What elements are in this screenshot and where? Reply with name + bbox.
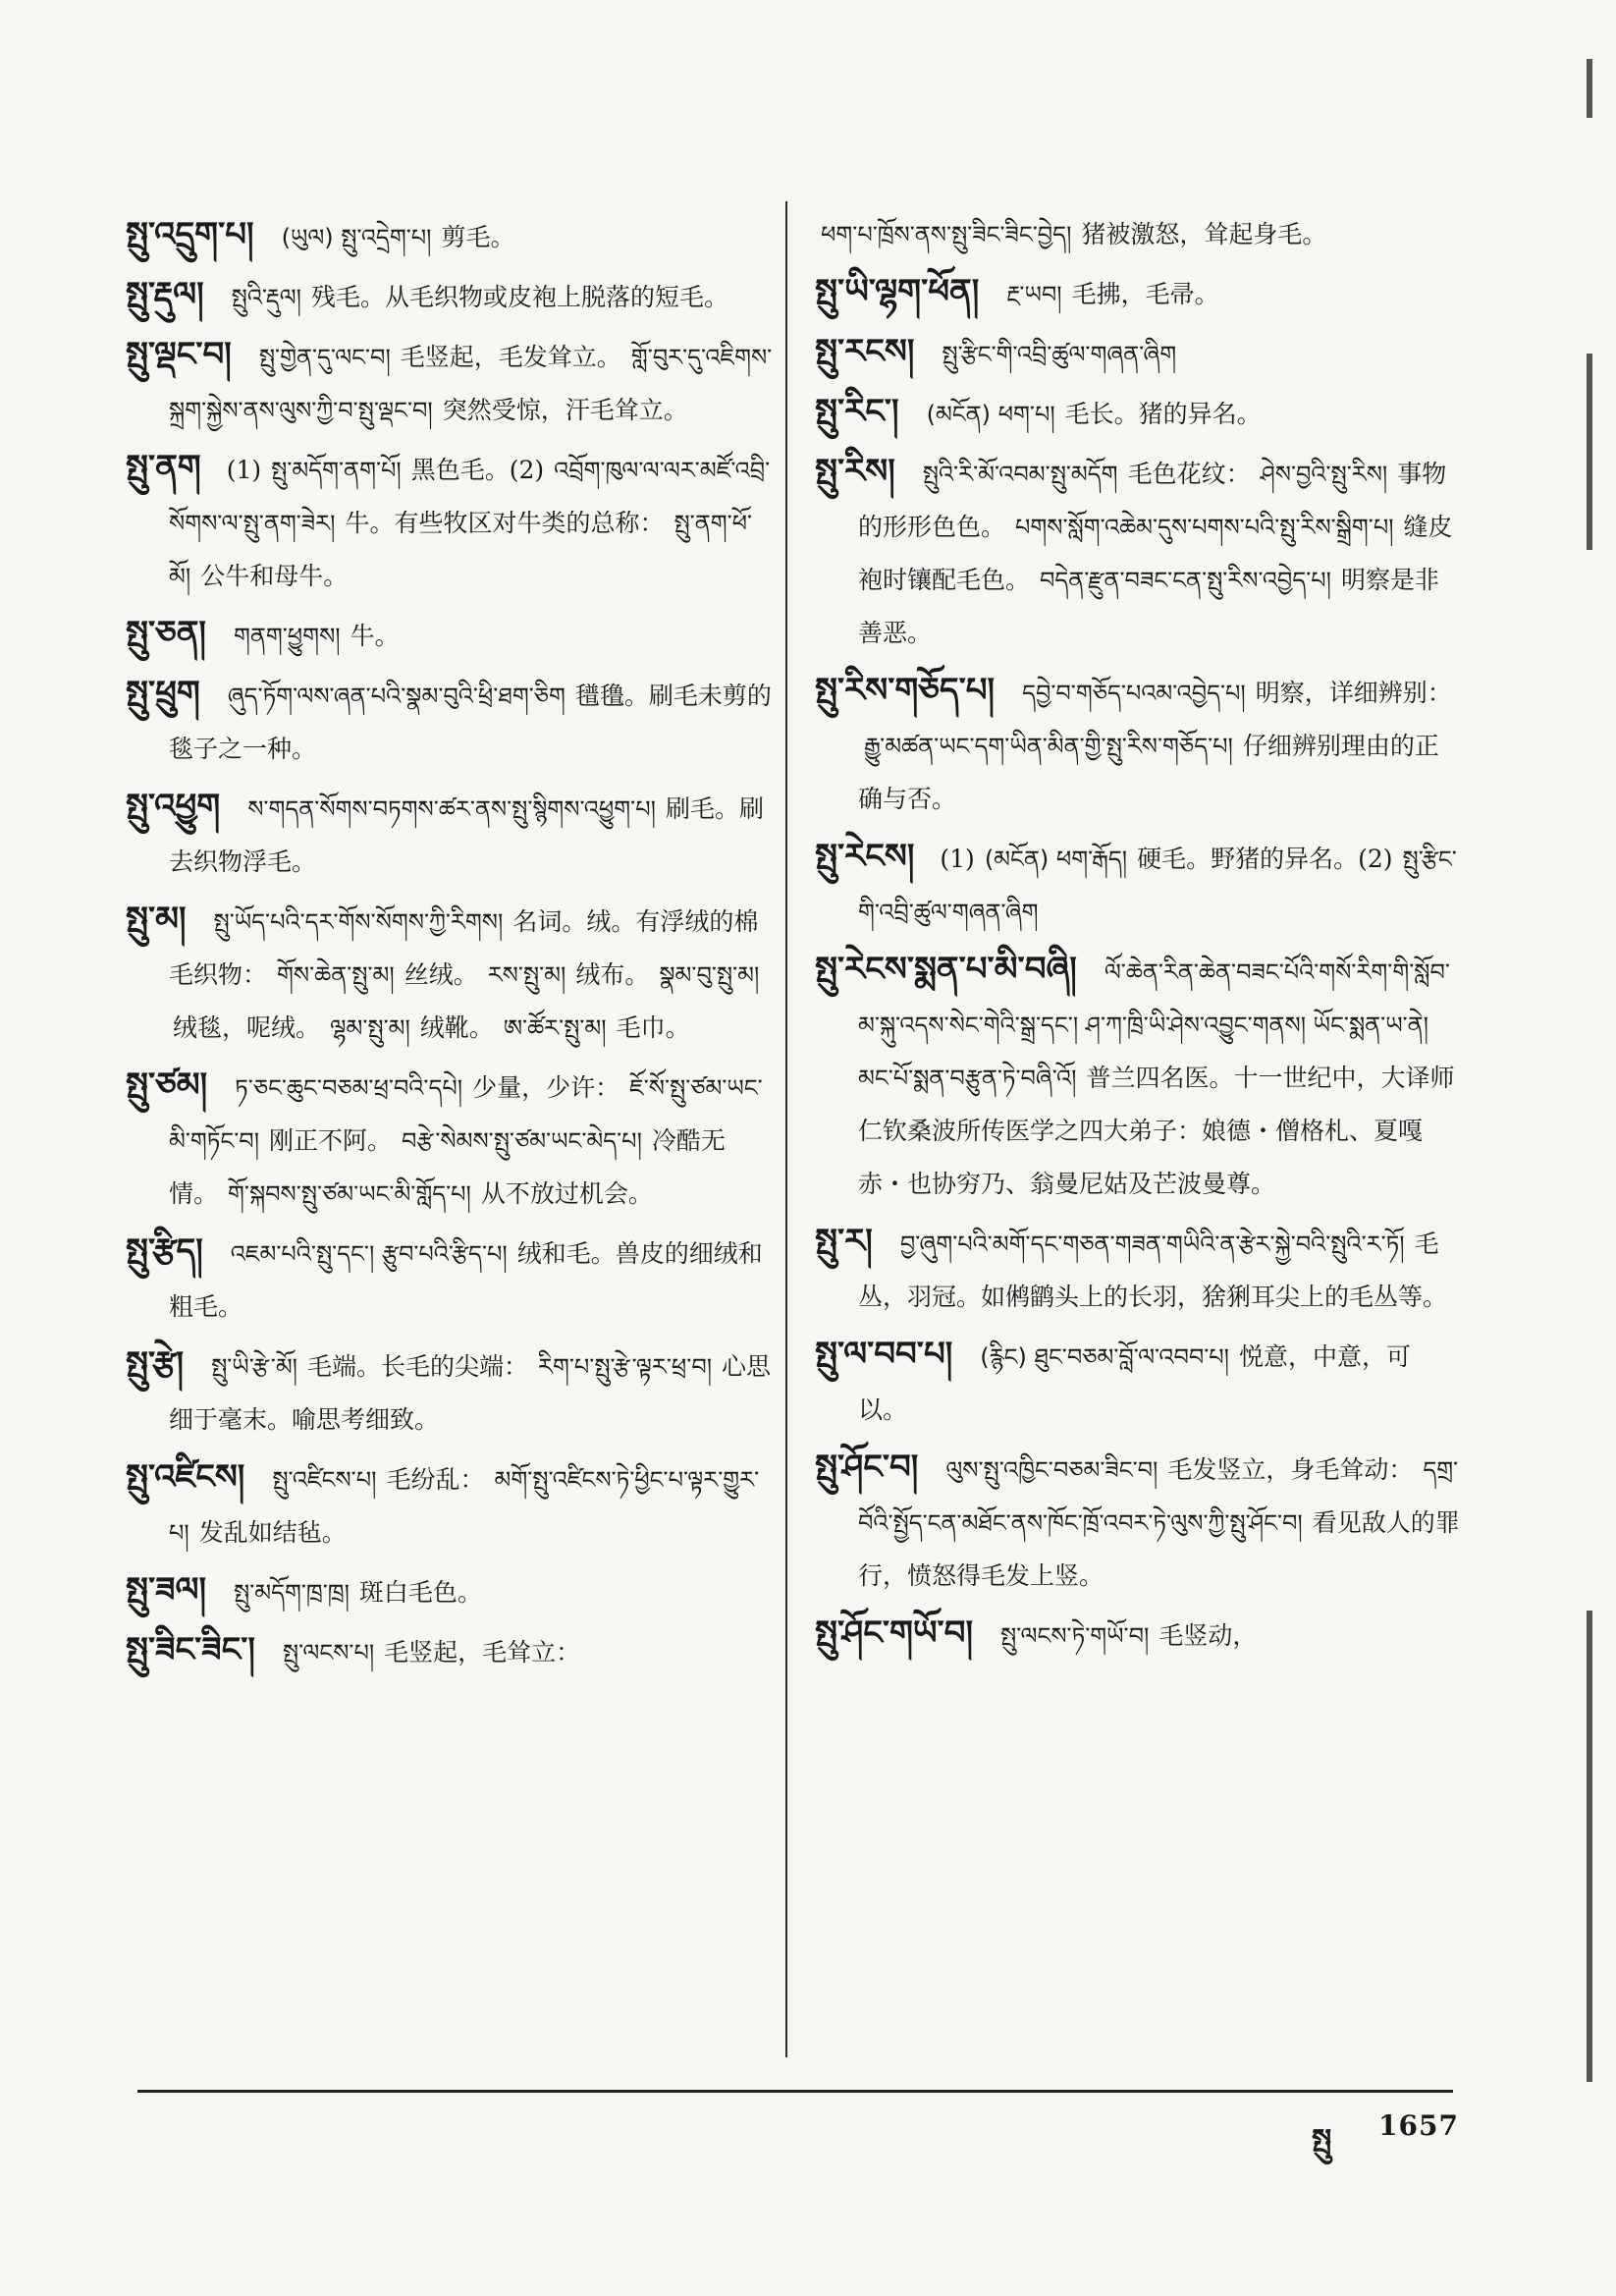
- dictionary-entry: [126, 607, 774, 663]
- entry-chinese-text: 毛发竖立，身毛耸动：: [1167, 1455, 1414, 1484]
- entry-tibetan-text: (ཡུལ) སྤུ་འདྲེག་པ།: [281, 224, 432, 251]
- entry-tibetan-text: རྔ་ཡབ།: [1006, 281, 1062, 308]
- entry-chinese-text: 突然受惊，汗毛耸立。: [442, 396, 688, 424]
- entry-chinese-text: 绒靴。: [419, 1013, 494, 1042]
- entry-tibetan-text: (རྙིང) ཐུང་བཅམ་བློ་ལ་འབབ་པ།: [980, 1343, 1229, 1371]
- entry-chinese-text: 毛端。长毛的尖端：: [307, 1352, 529, 1381]
- entry-tibetan-text: ལྷམ་སྤུ་མ།: [330, 1014, 410, 1042]
- entry-headword: སྤུ་འདྲུག་པ།: [126, 215, 254, 254]
- entry-headword: སྤུ་ཕྲུག: [126, 674, 200, 713]
- entry-headword: སྤུ་ནག: [126, 448, 201, 487]
- dictionary-entry: [815, 445, 1463, 660]
- entry-tibetan-text: དབྱེ་བ་གཅོད་པའམ་འབྱེད་པ།: [1022, 680, 1246, 707]
- entry-tibetan-text: སྤུ་རྩིང་གི་འབྲི་ཚུལ་གཞན་ཞིག: [858, 846, 1457, 926]
- entry-headword: སྤུ་རངས།: [815, 332, 915, 371]
- entry-chinese-text: 缝皮袍时镶配毛色。: [858, 513, 1453, 594]
- dictionary-entry: [126, 1450, 774, 1559]
- entry-tibetan-text: བདེན་རྫུན་བཟང་ངན་སྤུ་རིས་འབྱེད་པ།: [1040, 567, 1331, 594]
- entry-chinese-text: 氆氇。刷毛未剪的毯子之一种。: [169, 682, 772, 763]
- entry-tibetan-text: ཏ་ཅང་ཆུང་བཅམ་ཕྲ་བའི་དཔེ།: [235, 1074, 463, 1102]
- entry-tibetan-text: དགྲ་བོའི་སྤྱོད་ངན་མཐོང་ནས་ཁོང་ཁྲོ་འབར་ཏེ་ལུས་ཀྱི་སྤུ་ཤོང་བ།: [858, 1456, 1459, 1537]
- entry-tibetan-text: རྒྱུ་མཚན་ཡང་དག་ཡིན་མིན་གྱི་སྤུ་རིས་གཅོད་པ།: [864, 733, 1233, 760]
- entry-chinese-text: 悦意，中意，可以。: [858, 1342, 1411, 1424]
- dictionary-entry: [126, 1338, 774, 1447]
- dictionary-entry: [815, 830, 1463, 939]
- column-divider: [785, 201, 787, 2057]
- dictionary-entry: [815, 208, 1463, 261]
- entry-headword: སྤུ་རིས།: [815, 452, 895, 491]
- entry-tibetan-text: ས་གདན་སོགས་བཏགས་ཚར་ནས་སྤུ་སྙིགས་འཕྱུག་པ།: [247, 795, 656, 823]
- entry-chinese-text: 剪毛。: [441, 223, 515, 251]
- entry-headword: སྤུ་ཅན།: [126, 614, 206, 653]
- entry-tibetan-text: སྣམ་བུ་སྤུ་མ།: [659, 961, 760, 989]
- dictionary-entry: [815, 325, 1463, 381]
- dictionary-entry: [126, 780, 774, 889]
- entry-tibetan-text: གོ་སྐབས་སྤུ་ཙམ་ཡང་མི་གློད་པ།: [228, 1180, 471, 1208]
- dictionary-entry: [815, 265, 1463, 321]
- entry-chinese-text: 毛竖动，: [1158, 1621, 1258, 1650]
- running-head-glyph: སྤུ: [1312, 2123, 1332, 2158]
- edge-mark: [1587, 1611, 1592, 2082]
- entry-chinese-text: 事物的形形色色。: [858, 460, 1447, 541]
- entry-chinese-text: 绒和毛。兽皮的细绒和粗毛。: [169, 1239, 763, 1321]
- edge-mark: [1587, 354, 1592, 550]
- entry-chinese-text: 毛色花纹：: [1127, 460, 1251, 488]
- entry-chinese-text: 绒布。: [575, 960, 650, 989]
- dictionary-entry: [126, 328, 774, 437]
- entry-chinese-text: 心思细于毫末。喻思考细致。: [169, 1352, 772, 1434]
- entry-chinese-text: 仔细辨别理由的正确与否。: [858, 732, 1439, 813]
- entry-tibetan-text: ཞུད་ཏོག་ལས་ཞན་པའི་སྣམ་བུའི་ཕྲི་ཐག་ཅིག: [227, 683, 566, 710]
- entry-tibetan-text: སྤུ་ཡི་རྩེ་མོ།: [211, 1353, 297, 1381]
- entry-headword: སྤུ་ཟལ།: [126, 1570, 207, 1610]
- entry-chinese-text: 明察，详细辨别：: [1255, 679, 1452, 707]
- entry-headword: སྤུ་ཟིང་ཟིང་།: [126, 1630, 255, 1669]
- entry-chinese-text: 毛长。猪的异名。: [1064, 400, 1262, 428]
- entry-tibetan-text: ཇོ་སོ་སྤུ་ཙམ་ཡང་མི་གཏོང་བ།: [169, 1074, 763, 1155]
- entry-headword: སྤུ་ལྡང་བ།: [126, 335, 232, 374]
- entry-chinese-text: 牛。有些牧区对牛类的总称：: [345, 509, 665, 537]
- entry-headword: སྤུ་རྡུལ།: [126, 275, 204, 314]
- dictionary-entry: [815, 1607, 1463, 1663]
- entry-chinese-text: 冷酷无情。: [169, 1126, 726, 1208]
- entry-chinese-text: 普兰四名医。十一世纪中，大译师仁钦桑波所传医学之四大弟子：娘德・僧格札、夏嘎赤・也协穷乃、翁曼尼姑及芒波曼尊。: [858, 1064, 1455, 1198]
- entry-headword: སྤུ་མ།: [126, 900, 187, 939]
- entry-headword: སྤུ་རེངས།: [815, 837, 915, 876]
- dictionary-entry: [126, 208, 774, 264]
- entry-chinese-text: (1): [226, 456, 262, 484]
- dictionary-entry: [126, 268, 774, 324]
- entry-chinese-text: 猪被激怒，耸起身毛。: [1081, 220, 1327, 248]
- dictionary-entry: [126, 893, 774, 1055]
- dictionary-entry: [815, 1441, 1463, 1603]
- entry-headword: སྤུ་ཡི་ལྷག་ཕོན།: [815, 272, 980, 311]
- entry-chinese-text: 硬毛。野猪的异名。(2): [1137, 845, 1393, 873]
- entry-chinese-text: 残毛。从毛织物或皮袍上脱落的短毛。: [310, 283, 728, 311]
- entry-tibetan-text: ལུས་སྤུ་འཁྱིང་བཅམ་ཟིང་བ།: [945, 1456, 1158, 1484]
- entry-headword: སྤུ་ར།: [815, 1222, 873, 1261]
- entry-headword: སྤུ་ལ་བབ་པ།: [815, 1335, 953, 1374]
- edge-mark: [1587, 59, 1592, 118]
- dictionary-entry: [126, 441, 774, 603]
- entry-tibetan-text: (མངོན) ཕག་པ།: [926, 401, 1055, 428]
- entry-tibetan-text: སྤུ་གྱེན་དུ་ལང་བ།: [258, 344, 391, 371]
- entry-tibetan-text: སྤུ་ཡོད་པའི་དར་གོས་སོགས་ཀྱི་རིགས།: [213, 908, 504, 936]
- entry-chinese-text: 毛巾。: [616, 1013, 690, 1042]
- entry-headword: སྤུ་རྩིད།: [126, 1231, 203, 1271]
- entry-chinese-text: 从不放过机会。: [480, 1179, 653, 1208]
- entry-chinese-text: (1): [940, 845, 975, 873]
- entry-headword: སྤུ་འཛིངས།: [126, 1457, 245, 1497]
- right-column: [815, 208, 1463, 1667]
- entry-tibetan-text: ཤེས་བྱའི་སྤུ་རིས།: [1260, 461, 1388, 488]
- entry-tibetan-text: ཨ་ཚོར་སྤུ་མ།: [503, 1014, 607, 1042]
- entry-tibetan-text: མགོ་སྤུ་འཛིངས་ཏེ་ཕྱིང་པ་ལྟར་གྱུར་པ།: [169, 1466, 760, 1547]
- entry-tibetan-text: སྤུ་ནག་ཕོ་མོ།: [169, 510, 753, 590]
- entry-tibetan-text: སྤུ་ལངས་ཏེ་གཡོ་བ།: [1000, 1622, 1150, 1650]
- entry-headword: སྤུ་ཤོང་བ།: [815, 1448, 919, 1487]
- entry-chinese-text: 毛纷乱：: [386, 1465, 485, 1494]
- entry-tibetan-text: འཇམ་པའི་སྤུ་དང་། རྩུབ་པའི་རྩིད་པ།: [230, 1240, 508, 1268]
- entry-tibetan-text: ལོ་ཆེན་རིན་ཆེན་བཟང་པོའི་གསོ་རིག་གི་སློབ་མ་སྐུ་འདས་སེང་གེའི་སྒྲ་དང་། ཤ་ཀ་ཁྲི་ཡི་ཤེས་འབྱུང་གནས། ཡོང་སྨན་ཡ་ནེ། མང་པོ་སྨན་བརྩུན་ཏེ་བཞི་འོ།: [858, 958, 1450, 1092]
- entry-tibetan-text: སྤུའི་རི་མོ་འབམ་སྤུ་མདོག: [922, 461, 1118, 488]
- entry-chinese-text: 发乱如结毡。: [198, 1518, 347, 1547]
- entry-headword: སྤུ་འཕྱུག: [126, 787, 221, 826]
- entry-chinese-text: 毛竖起，毛发耸立。: [400, 343, 621, 371]
- entry-tibetan-text: སྤུ་ལངས་པ།: [282, 1639, 375, 1667]
- dictionary-entry: [815, 385, 1463, 441]
- entry-tibetan-text: པགས་སློག་འཆེམ་དུས་པགས་པའི་སྤུ་རིས་སྒྲིག་པ།: [1015, 514, 1394, 541]
- dictionary-entry: [815, 943, 1463, 1211]
- entry-tibetan-text: སྤུ་མདོག་ཁྲ་ཁྲ།: [234, 1579, 350, 1607]
- entry-chinese-text: 看见敌人的罪行，愤怒得毛发上竖。: [858, 1508, 1460, 1590]
- entry-headword: སྤུ་ཤོང་གཡོ་བ།: [815, 1613, 974, 1653]
- entry-chinese-text: 刚正不阿。: [269, 1126, 393, 1155]
- dictionary-entry: [126, 1623, 774, 1679]
- entry-headword: སྤུ་ཙམ།: [126, 1066, 208, 1105]
- entry-tibetan-text: གློ་བུར་དུ་འཇིགས་སྐྲག་སྐྱེས་ནས་ལུས་ཀྱི་བ་སྤུ་ལྡང་བ།: [169, 344, 773, 424]
- dictionary-entry: [815, 1328, 1463, 1437]
- entry-chinese-text: 毛丛，羽冠。如鸺鹠头上的长羽，猞猁耳尖上的毛丛等。: [858, 1230, 1448, 1311]
- entry-tibetan-text: སྤུ་འཛིངས་པ།: [272, 1466, 377, 1494]
- entry-chinese-text: 少量，少许：: [472, 1073, 620, 1102]
- entry-tibetan-text: སྤུ་རྩིང་གི་འབྲི་ཚུལ་གཞན་ཞིག: [942, 341, 1177, 368]
- entry-chinese-text: 明察是非善恶。: [858, 566, 1439, 647]
- entry-headword: སྤུ་རིང་།: [815, 392, 899, 431]
- entry-tibetan-text: རས་སྤུ་མ།: [487, 961, 566, 989]
- dictionary-entry: [126, 1225, 774, 1334]
- entry-chinese-text: 公牛和母牛。: [200, 562, 349, 590]
- entry-chinese-text: 黑色毛。(2): [410, 456, 545, 484]
- dictionary-entry: [126, 667, 774, 776]
- entry-chinese-text: 毛拂，毛帚。: [1071, 280, 1219, 308]
- entry-tibetan-text: རིག་པ་སྤུ་རྩེ་ལྟར་ཕྲ་བ།: [538, 1353, 713, 1381]
- entry-chinese-text: 绒毯，呢绒。: [173, 1013, 321, 1042]
- dictionary-entry: [815, 664, 1463, 826]
- entry-chinese-text: 毛竖起，毛耸立：: [384, 1638, 581, 1667]
- entry-tibetan-text: བརྩེ་སེམས་སྤུ་ཙམ་ཡང་མེད་པ།: [402, 1127, 642, 1155]
- entry-tibetan-text: གནག་ཕྱུགས།: [233, 623, 341, 650]
- entry-chinese-text: 斑白毛色。: [358, 1578, 482, 1607]
- entry-tibetan-text: ཕག་པ་ཁྲོས་ནས་སྤུ་ཟིང་ཟིང་བྱེད།: [821, 221, 1072, 248]
- entry-chinese-text: 牛。: [350, 622, 400, 650]
- entry-tibetan-text: སྤུ་མདོག་ནག་པོ།: [271, 457, 402, 484]
- scan-edge-marks: [1581, 0, 1616, 2296]
- dictionary-entry: [815, 1215, 1463, 1324]
- page-number: 1657: [1378, 2109, 1459, 2142]
- entry-tibetan-text: སྤུའི་རྡུལ།: [231, 284, 301, 311]
- bottom-rule: [137, 2090, 1453, 2093]
- entry-chinese-text: 名词。绒。有浮绒的棉毛织物：: [169, 907, 759, 989]
- dictionary-entry: [126, 1059, 774, 1221]
- entry-chinese-text: 刷毛。刷去织物浮毛。: [169, 794, 764, 876]
- entry-tibetan-text: འབྲོག་ཁུལ་ལ་ལར་མཛོ་འབྲི་སོགས་ལ་སྤུ་ནག་ཟེར།: [169, 457, 771, 537]
- entry-headword: སྤུ་རྩེ།: [126, 1344, 185, 1384]
- entry-tibetan-text: གོས་ཆེན་སྤུ་མ།: [277, 961, 395, 989]
- entry-chinese-text: 丝绒。: [404, 960, 478, 989]
- entry-tibetan-text: བྱ་ཞུག་པའི་མགོ་དང་གཅན་གཟན་གཡིའི་ན་རྩེར་སྐྱེ་བའི་སྤུའི་ར་ཏོ།: [899, 1230, 1405, 1258]
- left-column: [126, 208, 774, 1683]
- dictionary-entry: [126, 1563, 774, 1619]
- entry-headword: སྤུ་རེངས་སྨན་པ་མི་བཞི།: [815, 950, 1077, 989]
- entry-headword: སྤུ་རིས་གཅོད་པ།: [815, 671, 996, 710]
- entry-tibetan-text: (མངོན) ཕག་རྒོད།: [984, 846, 1128, 873]
